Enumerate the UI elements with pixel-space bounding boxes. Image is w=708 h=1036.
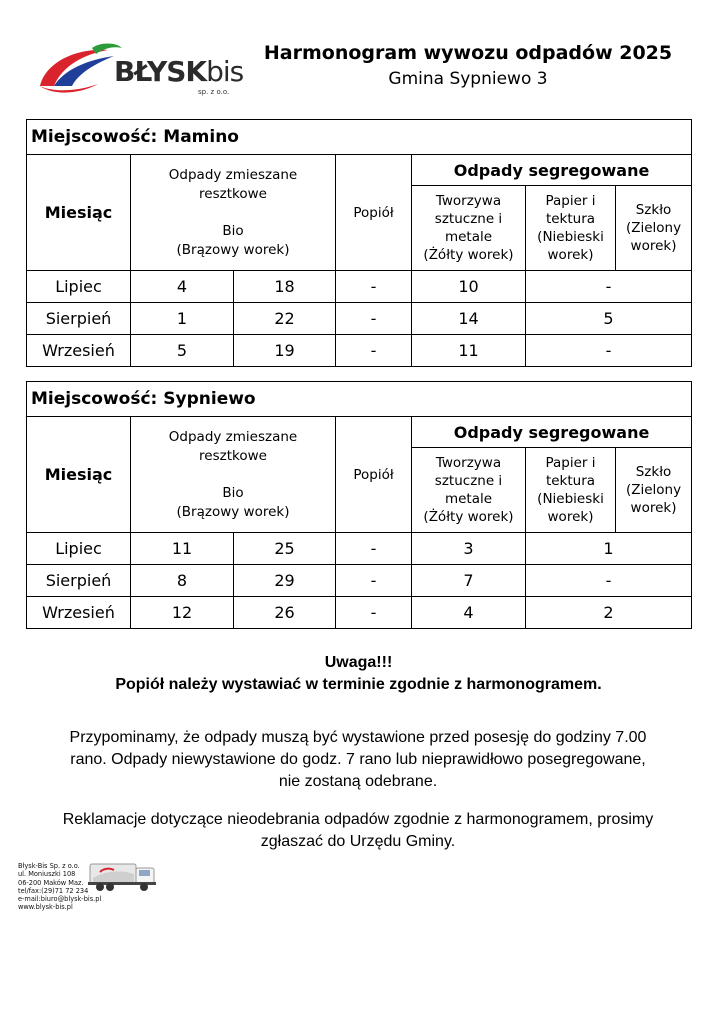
header-bio-line: Bio bbox=[222, 484, 244, 501]
table-row bbox=[27, 597, 692, 629]
cell-mixed: 5 bbox=[131, 335, 234, 367]
company-logo bbox=[36, 40, 244, 102]
footer-city: 06-200 Maków Maz. bbox=[18, 878, 84, 887]
table-row bbox=[27, 335, 692, 367]
header-paper-line: tektura bbox=[545, 211, 596, 227]
header-popiol: Popiół bbox=[336, 417, 412, 533]
notice-popiol: Popiół należy wystawiać w terminie zgodnie z harmonogramem. bbox=[115, 676, 602, 693]
cell-paper-glass: - bbox=[526, 271, 692, 303]
header-paper bbox=[526, 186, 616, 271]
cell-mixed: 1 bbox=[131, 303, 234, 335]
reminder-line: rano. Odpady niewystawione do godz. 7 rano lub nieprawidłowo posegregowane, bbox=[70, 751, 646, 768]
cell-bio: 29 bbox=[234, 565, 336, 597]
header-plastic-line: (Żółty worek) bbox=[423, 509, 514, 525]
logo-suffix: bis bbox=[206, 55, 244, 88]
table-row bbox=[27, 533, 692, 565]
location-label: Miejscowość: Sypniewo bbox=[27, 382, 692, 417]
header-popiol: Popiół bbox=[336, 155, 412, 271]
cell-bio: 22 bbox=[234, 303, 336, 335]
reminder-line: Przypominamy, że odpady muszą być wystawione przed posesję do godziny 7.00 bbox=[69, 729, 647, 746]
footer-company: Błysk-Bis Sp. z o.o. bbox=[18, 862, 80, 870]
cell-popiol: - bbox=[336, 271, 412, 303]
header-glass-line: (Zielony bbox=[625, 220, 682, 236]
header-plastic-line: sztuczne i bbox=[434, 211, 503, 227]
schedule-table-mamino bbox=[26, 119, 692, 367]
header-plastic-line: metale bbox=[444, 229, 493, 245]
notice-heading: Uwaga!!! bbox=[324, 654, 393, 671]
location-label: Miejscowość: Mamino bbox=[27, 120, 692, 155]
header-mixed-bio bbox=[131, 155, 336, 271]
header-paper-line: (Niebieski bbox=[537, 229, 604, 245]
page-title: Harmonogram wywozu odpadów 2025 bbox=[263, 42, 673, 64]
header-mixed-line: Odpady zmieszane bbox=[168, 428, 298, 445]
header-glass-line: worek) bbox=[630, 500, 677, 516]
cell-month: Wrzesień bbox=[27, 335, 131, 367]
cell-paper-glass: 2 bbox=[526, 597, 692, 629]
header-plastic-line: (Żółty worek) bbox=[423, 247, 514, 263]
cell-mixed: 11 bbox=[131, 533, 234, 565]
header-plastic bbox=[412, 186, 526, 271]
cell-plastic: 11 bbox=[412, 335, 526, 367]
cell-bio: 18 bbox=[234, 271, 336, 303]
header-plastic-line: Tworzywa bbox=[435, 455, 502, 471]
cell-plastic: 10 bbox=[412, 271, 526, 303]
header-plastic bbox=[412, 448, 526, 533]
footer-email: e-mail:biuro@blysk-bis.pl bbox=[18, 895, 102, 904]
complaint-line: Reklamacje dotyczące nieodebrania odpadów zgodnie z harmonogramem, prosimy bbox=[62, 811, 654, 828]
header-segregowane: Odpady segregowane bbox=[412, 155, 692, 186]
cell-bio: 19 bbox=[234, 335, 336, 367]
cell-month: Lipiec bbox=[27, 271, 131, 303]
header-glass-line: Szkło bbox=[635, 464, 672, 480]
table-row bbox=[27, 271, 692, 303]
cell-month: Lipiec bbox=[27, 533, 131, 565]
table-row bbox=[27, 565, 692, 597]
cell-popiol: - bbox=[336, 335, 412, 367]
reminder-paragraph bbox=[20, 727, 696, 793]
header-paper-line: (Niebieski bbox=[537, 491, 604, 507]
cell-plastic: 7 bbox=[412, 565, 526, 597]
header-plastic-line: sztuczne i bbox=[434, 473, 503, 489]
cell-plastic: 14 bbox=[412, 303, 526, 335]
complaint-paragraph bbox=[20, 809, 696, 853]
header-paper-line: Papier i bbox=[545, 455, 596, 471]
logo-sub: sp. z o.o. bbox=[198, 88, 230, 96]
header-bio-line: (Brązowy worek) bbox=[176, 503, 290, 520]
header-glass-line: Szkło bbox=[635, 202, 672, 218]
header-glass bbox=[616, 448, 692, 533]
cell-bio: 26 bbox=[234, 597, 336, 629]
header-miesiac: Miesiąc bbox=[27, 417, 131, 533]
cell-plastic: 3 bbox=[412, 533, 526, 565]
header-paper-line: tektura bbox=[545, 473, 596, 489]
footer-street: ul. Moniuszki 108 bbox=[18, 870, 76, 879]
header-paper-line: worek) bbox=[547, 247, 594, 263]
header-mixed-bio bbox=[131, 417, 336, 533]
header-miesiac: Miesiąc bbox=[27, 155, 131, 271]
garbage-truck-icon bbox=[88, 858, 158, 894]
logo-wordmark bbox=[114, 55, 243, 88]
header-paper-line: Papier i bbox=[545, 193, 596, 209]
cell-mixed: 4 bbox=[131, 271, 234, 303]
logo-brand: BŁYSK bbox=[114, 55, 207, 88]
cell-popiol: - bbox=[336, 533, 412, 565]
header-glass-line: (Zielony bbox=[625, 482, 682, 498]
header-segregowane: Odpady segregowane bbox=[412, 417, 692, 448]
logo-swoosh-icon bbox=[36, 40, 126, 100]
cell-month: Wrzesień bbox=[27, 597, 131, 629]
header-bio-line: (Brązowy worek) bbox=[176, 241, 290, 258]
cell-bio: 25 bbox=[234, 533, 336, 565]
cell-paper-glass: 5 bbox=[526, 303, 692, 335]
table-row bbox=[27, 303, 692, 335]
schedule-table-sypniewo bbox=[26, 381, 692, 629]
cell-popiol: - bbox=[336, 303, 412, 335]
cell-mixed: 12 bbox=[131, 597, 234, 629]
footer-www: www.blysk-bis.pl bbox=[18, 903, 73, 912]
header-mixed-line: Odpady zmieszane bbox=[168, 166, 298, 183]
cell-paper-glass: - bbox=[526, 565, 692, 597]
header-paper bbox=[526, 448, 616, 533]
cell-paper-glass: - bbox=[526, 335, 692, 367]
cell-popiol: - bbox=[336, 597, 412, 629]
page-subtitle: Gmina Sypniewo 3 bbox=[388, 69, 548, 89]
cell-month: Sierpień bbox=[27, 303, 131, 335]
header-glass bbox=[616, 186, 692, 271]
cell-mixed: 8 bbox=[131, 565, 234, 597]
reminder-line: nie zostaną odebrane. bbox=[278, 773, 438, 790]
header-bio-line: Bio bbox=[222, 222, 244, 239]
header-mixed-line: resztkowe bbox=[199, 447, 267, 464]
header-paper-line: worek) bbox=[547, 509, 594, 525]
footer-phone: tel/fax:(29)71 72 234 bbox=[18, 886, 89, 895]
cell-paper-glass: 1 bbox=[526, 533, 692, 565]
cell-month: Sierpień bbox=[27, 565, 131, 597]
header-plastic-line: metale bbox=[444, 491, 493, 507]
header-plastic-line: Tworzywa bbox=[435, 193, 502, 209]
complaint-line: zgłaszać do Urzędu Gminy. bbox=[260, 833, 456, 850]
header-glass-line: worek) bbox=[630, 238, 677, 254]
cell-plastic: 4 bbox=[412, 597, 526, 629]
header-mixed-line: resztkowe bbox=[199, 185, 267, 202]
cell-popiol: - bbox=[336, 565, 412, 597]
